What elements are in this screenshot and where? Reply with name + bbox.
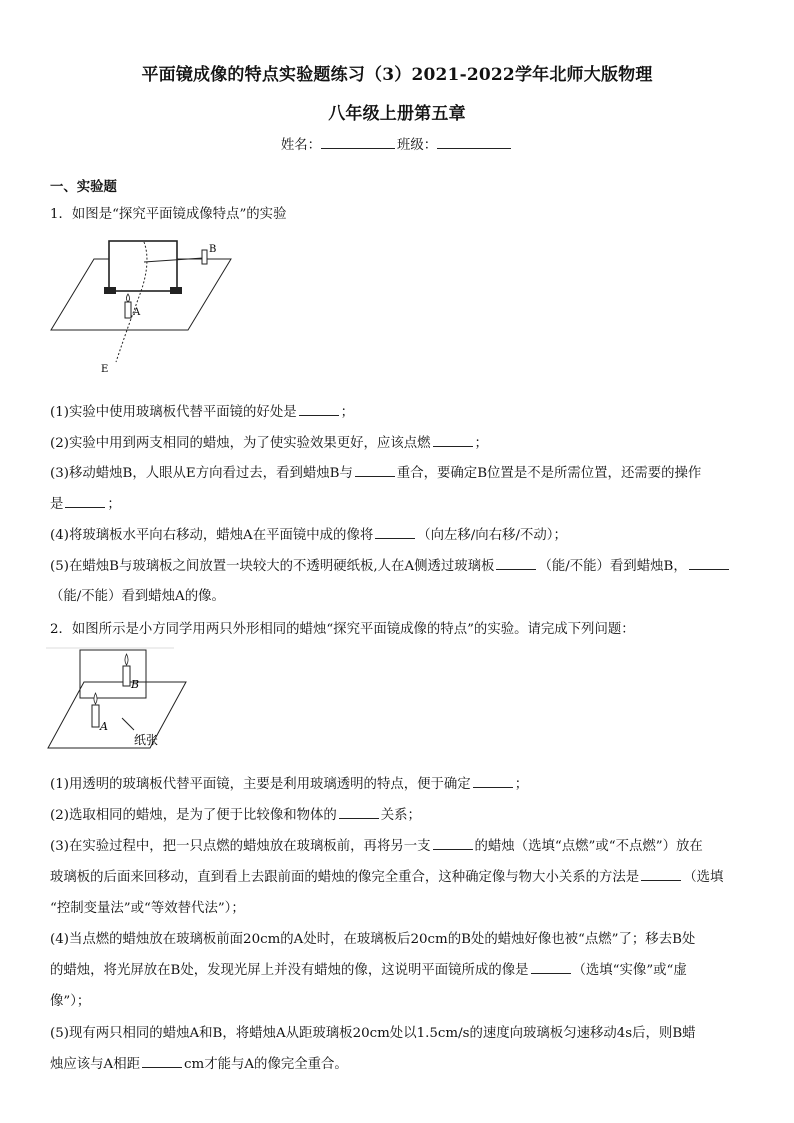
q2-candle-b <box>123 666 130 686</box>
q1-stand-right <box>170 287 182 294</box>
title-line-2: 八年级上册第五章 <box>328 104 466 124</box>
q1-blank-2[interactable] <box>433 434 473 447</box>
q1-part-5: (5)在蜡烛B与玻璃板之间放置一块较大的不透明硬纸板,人在A侧透过玻璃板 （能/不能）看到蜡烛B， <box>50 555 731 574</box>
q2-label-b: B <box>131 678 140 691</box>
q1-candle-a <box>125 302 131 318</box>
q1-part-3: (3)移动蜡烛B，人眼从E方向看过去，看到蜡烛B与 重合，要确定B位置是不是所需位置，还需要的操作 <box>50 466 702 481</box>
q1-part-3b: 是 ； <box>50 497 121 512</box>
q2-part-4b: 的蜡烛，将光屏放在B处，发现光屏上并没有蜡烛的像，这说明平面镜所成的像是 （选填“实像”或“虚 <box>50 963 687 978</box>
name-blank[interactable] <box>321 136 395 149</box>
section-title: 一、实验题 <box>50 179 117 195</box>
q2-candle-a <box>92 705 99 727</box>
q1-stem: 1．如图是“探究平面镜成像特点”的实验 <box>50 207 287 222</box>
q1-flame-a <box>127 294 130 302</box>
q1-label-b: B <box>209 244 217 255</box>
q2-part-1: (1)用透明的玻璃板代替平面镜，主要是利用玻璃透明的特点，便于确定 ； <box>50 777 529 792</box>
q1-blank-4[interactable] <box>65 495 105 508</box>
q1-blank-6[interactable] <box>496 557 536 570</box>
q1-part-4: (4)将玻璃板水平向右移动，蜡烛A在平面镜中成的像将 （向左移/向右移/不动）； <box>50 528 567 543</box>
q2-stem: 2．如图所示是小方同学用两只外形相同的蜡烛“探究平面镜成像的特点”的实验。请完成下列问题： <box>50 622 635 637</box>
q1-candle-b <box>202 250 207 264</box>
q1-stand-left <box>104 287 116 294</box>
q2-blank-4[interactable] <box>641 868 681 881</box>
q1-figure <box>46 236 236 376</box>
q2-blank-3[interactable] <box>433 837 473 850</box>
q1-part-1: (1)实验中使用玻璃板代替平面镜的好处是 ； <box>50 405 354 420</box>
q2-blank-5[interactable] <box>531 961 571 974</box>
q2-part-4c: 像”）； <box>50 994 91 1009</box>
q1-blank-1[interactable] <box>299 403 339 416</box>
q1-blank-7[interactable] <box>689 557 729 570</box>
q2-blank-6[interactable] <box>142 1055 182 1068</box>
title-line-1: 平面镜成像的特点实验题练习（3）2021-2022学年北师大版物理 <box>141 65 653 85</box>
q2-label-a: A <box>100 720 108 733</box>
q2-blank-1[interactable] <box>473 775 513 788</box>
q2-part-5b: 烛应该与A相距 cm才能与A的像完全重合。 <box>50 1057 348 1072</box>
q2-part-3b: 玻璃板的后面来回移动，直到看上去跟前面的蜡烛的像完全重合，这种确定像与物大小关系的方法是 （选填 <box>50 870 724 885</box>
q1-label-a: A <box>133 307 141 318</box>
q2-part-2: (2)选取相同的蜡烛，是为了便于比较像和物体的 关系； <box>50 808 421 823</box>
q1-part-2: (2)实验中用到两支相同的蜡烛，为了使实验效果更好，应该点燃 ； <box>50 436 488 451</box>
q2-part-3: (3)在实验过程中，把一只点燃的蜡烛放在玻璃板前，再将另一支 的蜡烛（选填“点燃”或“不点燃”）放在 <box>50 839 703 854</box>
q2-paper-pointer <box>122 718 134 730</box>
q2-label-paper: 纸张 <box>134 733 159 747</box>
class-blank[interactable] <box>437 136 511 149</box>
q2-flame-a <box>94 693 97 704</box>
q2-part-5: (5)现有两只相同的蜡烛A和B，将蜡烛A从距玻璃板20cm处以1.5cm/s的速度向玻璃板匀速移动4s后，则B蜡 <box>50 1026 696 1041</box>
q2-part-3c: “控制变量法”或“等效替代法”）； <box>50 901 245 916</box>
q2-blank-2[interactable] <box>339 806 379 819</box>
q2-part-4: (4)当点燃的蜡烛放在玻璃板前面20cm的A处时，在玻璃板后20cm的B处的蜡烛好像也被“点燃”了；移去B处 <box>50 932 696 947</box>
name-class-line <box>0 134 794 153</box>
name-label: 姓名： <box>280 138 321 153</box>
q2-flame-b <box>125 654 128 665</box>
q1-part-5b: （能/不能）看到蜡烛A的像。 <box>50 589 225 604</box>
q2-paper-plane <box>48 682 186 748</box>
class-label: 班级： <box>397 138 438 153</box>
q1-blank-3[interactable] <box>355 464 395 477</box>
q1-blank-5[interactable] <box>375 526 415 539</box>
q1-label-e: E <box>101 364 109 375</box>
q2-figure <box>46 646 196 754</box>
q1-glass-plate <box>109 241 177 291</box>
